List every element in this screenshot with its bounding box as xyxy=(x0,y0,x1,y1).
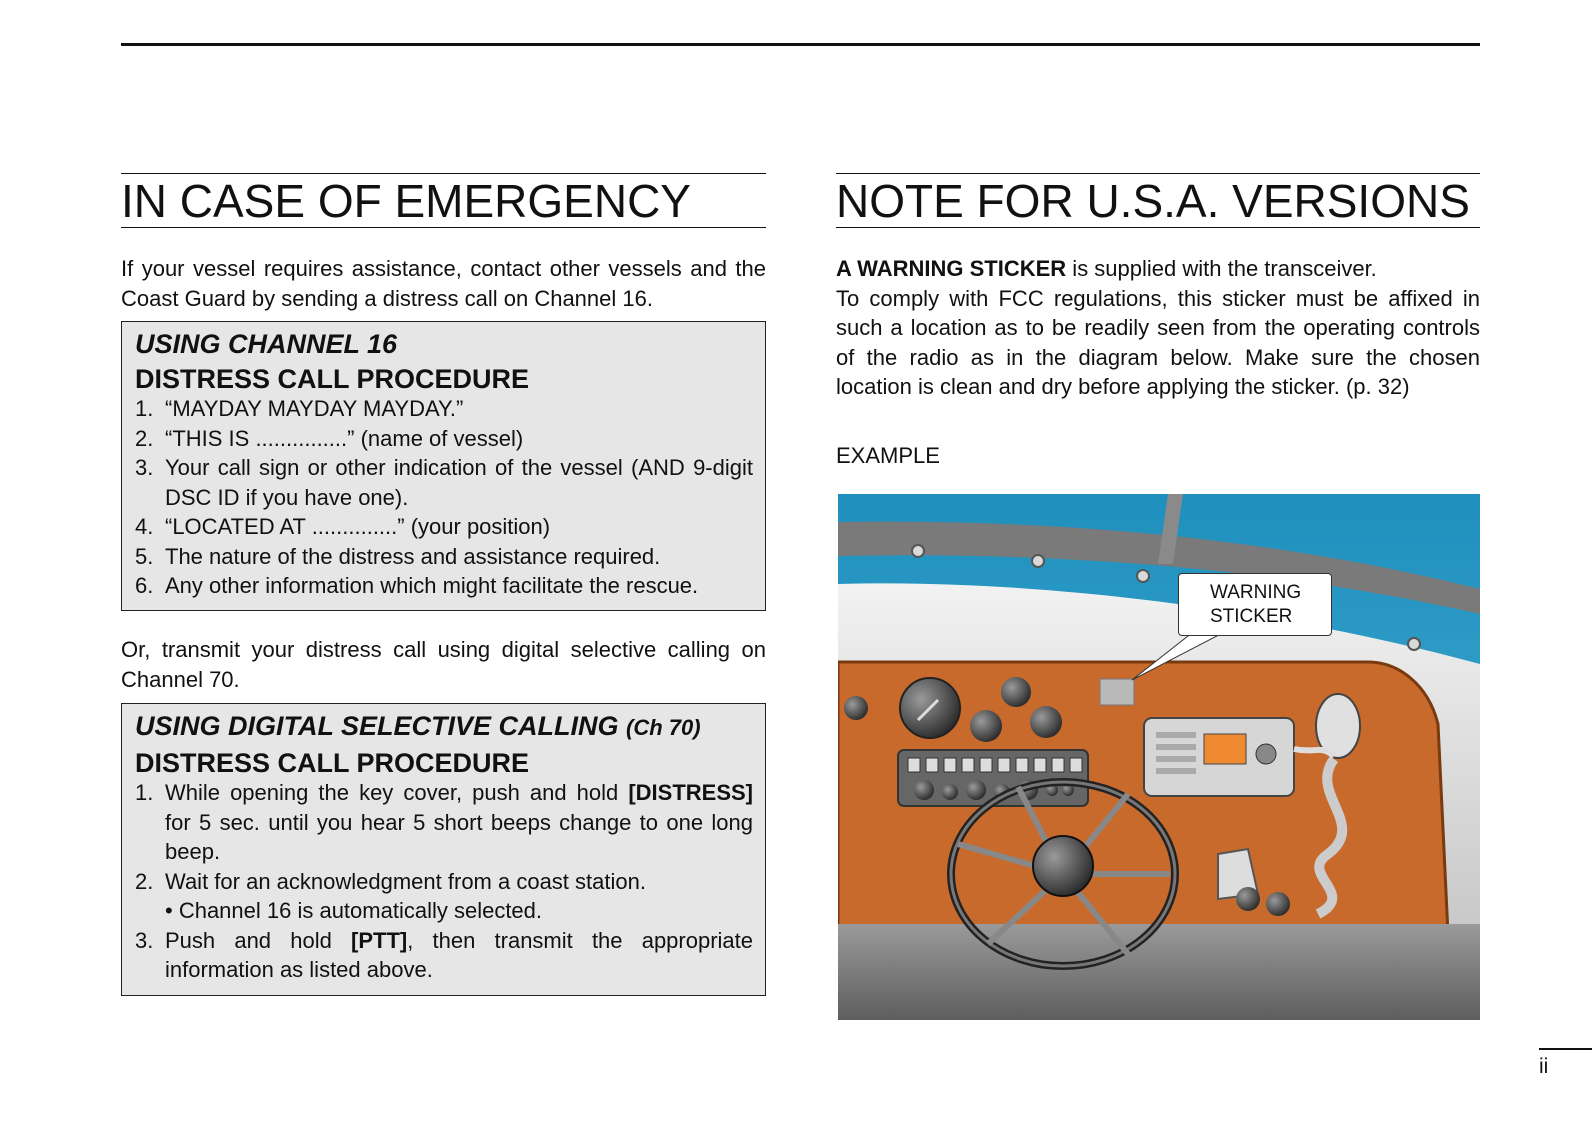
usa-note-title: NOTE FOR U.S.A. VERSIONS xyxy=(836,173,1480,228)
channel16-steps xyxy=(135,394,753,601)
dsc-procedure-heading: DISTRESS CALL PROCEDURE xyxy=(135,748,530,778)
warning-sticker-callout: WARNING STICKER xyxy=(1178,573,1332,636)
list-item: 2. Wait for an acknowledgment from a coast station. • Channel 16 is automatically selected. xyxy=(135,868,646,923)
top-rule xyxy=(121,43,1480,46)
list-item: 4. “LOCATED AT ..............” (your position) xyxy=(135,514,551,539)
emergency-title: IN CASE OF EMERGENCY xyxy=(121,173,766,228)
list-item: 1. While opening the key cover, push and hold [DISTRESS] for 5 sec. until you hear 5 short beeps change to one long beep. xyxy=(135,780,753,864)
dsc-box xyxy=(121,703,766,996)
dsc-heading: USING DIGITAL SELECTIVE CALLING (Ch 70) xyxy=(135,711,701,741)
example-label: EXAMPLE xyxy=(836,442,940,468)
sticker-lead: A WARNING STICKER is supplied with the transceiver. xyxy=(836,256,1377,281)
channel16-procedure-heading: DISTRESS CALL PROCEDURE xyxy=(135,364,530,394)
channel16-box xyxy=(121,321,766,611)
dashboard-illustration xyxy=(838,494,1480,1020)
right-column xyxy=(836,173,1480,470)
dsc-steps xyxy=(135,778,753,985)
sticker-body: To comply with FCC regulations, this sticker must be affixed in such a location as to be readily seen from the operating controls of the radio as in the diagram below. Make sure the chosen location is clean and dry before applying the sticker. (p. 32) xyxy=(836,285,1480,399)
channel16-heading: USING CHANNEL 16 xyxy=(135,329,398,359)
list-item: 5. The nature of the distress and assistance required. xyxy=(135,543,661,569)
emergency-intro: If your vessel requires assistance, contact other vessels and the Coast Guard by sending a distress call on Channel 16. xyxy=(121,256,766,311)
list-item: 2. “THIS IS ...............” (name of vessel) xyxy=(135,425,524,451)
list-item: 6. Any other information which might facilitate the rescue. xyxy=(135,573,699,598)
list-item: 3. Your call sign or other indication of the vessel (AND 9-digit DSC ID if you have one). xyxy=(135,455,753,510)
page-number: ii xyxy=(1539,1055,1549,1078)
left-column xyxy=(121,173,766,996)
dsc-intro: Or, transmit your distress call using digital selective calling on Channel 70. xyxy=(121,637,766,692)
list-item: 3. Push and hold [PTT], then transmit the appropriate information as listed above. xyxy=(135,927,754,982)
list-item: 1. “MAYDAY MAYDAY MAYDAY.” xyxy=(135,396,464,421)
page-number-rule xyxy=(1539,1048,1592,1050)
sticker xyxy=(1100,679,1134,705)
